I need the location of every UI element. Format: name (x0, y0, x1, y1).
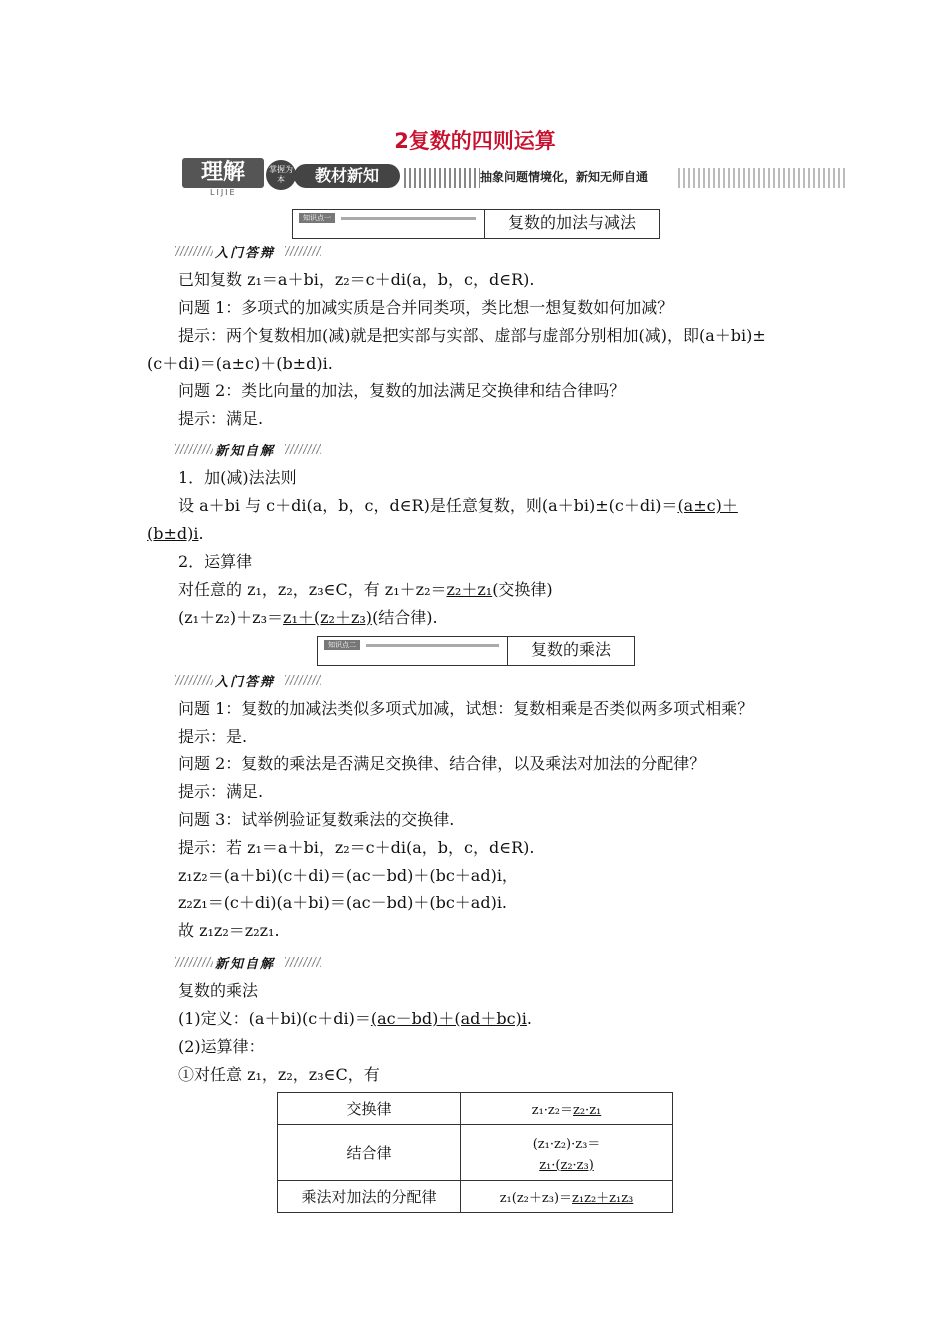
answer-blank: (b±d)i (147, 524, 199, 543)
text-line: 提示：若 z₁＝a＋bi，z₂＝c＋di(a，b，c，d∈R). (178, 838, 535, 857)
tag-line (341, 217, 476, 220)
knowledge-name: 复数的加法与减法 (507, 213, 636, 232)
answer-blank: (ac－bd)＋(ad＋bc)i (370, 1009, 527, 1028)
law-formula: z₁·z₂＝z₂·z₁ (461, 1093, 673, 1125)
law-name: 交换律 (278, 1093, 461, 1125)
answer-blank: z₂＋z₁ (446, 580, 493, 599)
text-line: z₂z₁＝(c＋di)(a＋bi)＝(ac－bd)＋(bc＋ad)i. (178, 893, 508, 912)
table-row (278, 1125, 673, 1181)
text-line: (c＋di)＝(a±c)＋(b±d)i. (147, 354, 333, 373)
law-name: 结合律 (278, 1125, 461, 1181)
knowledge-name: 复数的乘法 (530, 640, 611, 659)
section-header (175, 243, 325, 259)
section-label: 入门答辩 (215, 675, 276, 690)
knowledge-point-box (317, 636, 635, 666)
banner-pill: 教材新知 (294, 164, 400, 188)
text-line: 2．运算律 (178, 552, 253, 571)
page-title: 2复数的四则运算 (394, 129, 556, 153)
hatch-icon (285, 957, 321, 967)
section-label: 入门答辩 (215, 246, 276, 261)
answer-blank: z₁＋(z₂＋z₃) (283, 608, 373, 627)
text-line: 已知复数 z₁＝a＋bi，z₂＝c＋di(a，b，c，d∈R). (178, 270, 535, 289)
hatch-icon (285, 246, 321, 256)
law-formula: z₁(z₂＋z₃)＝z₁z₂＋z₁z₃ (461, 1181, 673, 1213)
text-line: 提示：满足. (178, 782, 264, 801)
section-label: 新知自解 (215, 957, 276, 972)
hatch-icon (175, 675, 213, 685)
knowledge-point-box (292, 209, 660, 239)
answer-blank: z₂·z₁ (573, 1103, 602, 1118)
text-line: 故 z₁z₂＝z₂z₁. (178, 921, 280, 940)
hatch-icon (285, 444, 321, 454)
text-line: (b±d)i. (147, 524, 204, 543)
answer-blank: (a±c)＋ (677, 496, 738, 515)
law-name: 乘法对加法的分配律 (278, 1181, 461, 1213)
answer-blank: z₁z₂＋z₁z₃ (572, 1191, 634, 1206)
section-header (175, 954, 325, 970)
hatch-icon (175, 957, 213, 967)
hatch-icon (285, 675, 321, 685)
knowledge-tag: 知识点二 (324, 640, 360, 650)
banner-main: 理解 (182, 158, 264, 188)
text-line: 1．加(减)法法则 (178, 468, 297, 487)
text-line: 问题 1：复数的加减法类似多项式加减，试想：复数相乘是否类似两多项式相乘？ (178, 699, 754, 718)
section-header (175, 441, 325, 457)
law-formula: (z₁·z₂)·z₃＝ z₁·(z₂·z₃) (461, 1125, 673, 1181)
text-line: 提示：满足. (178, 409, 264, 428)
table-row (278, 1093, 673, 1125)
text-line: (1)定义：(a＋bi)(c＋di)＝(ac－bd)＋(ad＋bc)i. (178, 1009, 533, 1028)
section-label: 新知自解 (215, 444, 276, 459)
section-banner (182, 158, 848, 197)
banner-sub: LIJIE (210, 188, 237, 197)
banner-tagline: 抽象问题情境化，新知无师自通 (480, 170, 649, 184)
text-line: 问题 2：类比向量的加法，复数的加法满足交换律和结合律吗？ (178, 381, 626, 400)
table-row (278, 1181, 673, 1213)
text-line: ①对任意 z₁，z₂，z₃∈C，有 (178, 1065, 380, 1084)
text-line: 对任意的 z₁，z₂，z₃∈C，有 z₁＋z₂＝z₂＋z₁(交换律) (178, 580, 553, 599)
text-line: 提示：两个复数相加(减)就是把实部与实部、虚部与虚部分别相加(减)，即(a＋bi)± (178, 326, 766, 345)
tag-line (366, 644, 499, 647)
banner-stripes-icon (678, 168, 848, 188)
answer-blank: z₁·(z₂·z₃) (539, 1157, 594, 1173)
text-line: 提示：是. (178, 727, 248, 746)
hatch-icon (175, 444, 213, 454)
section-header (175, 672, 325, 688)
text-line: (2)运算律： (178, 1037, 265, 1056)
text-line: 问题 1：多项式的加减实质是合并同类项，类比想一想复数如何加减？ (178, 298, 674, 317)
hatch-icon (175, 246, 213, 256)
banner-circle: 掌握为本 (266, 160, 296, 190)
text-line: 设 a＋bi 与 c＋di(a，b，c，d∈R)是任意复数，则(a＋bi)±(c＋di)＝(a±c)＋ (178, 496, 738, 515)
text-line: 复数的乘法 (178, 981, 259, 1000)
text-line: z₁z₂＝(a＋bi)(c＋di)＝(ac－bd)＋(bc＋ad)i， (178, 866, 518, 885)
text-line: 问题 2：复数的乘法是否满足交换律、结合律，以及乘法对加法的分配律？ (178, 754, 706, 773)
text-line: (z₁＋z₂)＋z₃＝z₁＋(z₂＋z₃)(结合律). (178, 608, 438, 627)
operation-law-table (277, 1092, 673, 1213)
knowledge-tag: 知识点一 (299, 213, 335, 223)
text-line: 问题 3：试举例验证复数乘法的交换律. (178, 810, 455, 829)
banner-stripes-icon (404, 168, 480, 188)
